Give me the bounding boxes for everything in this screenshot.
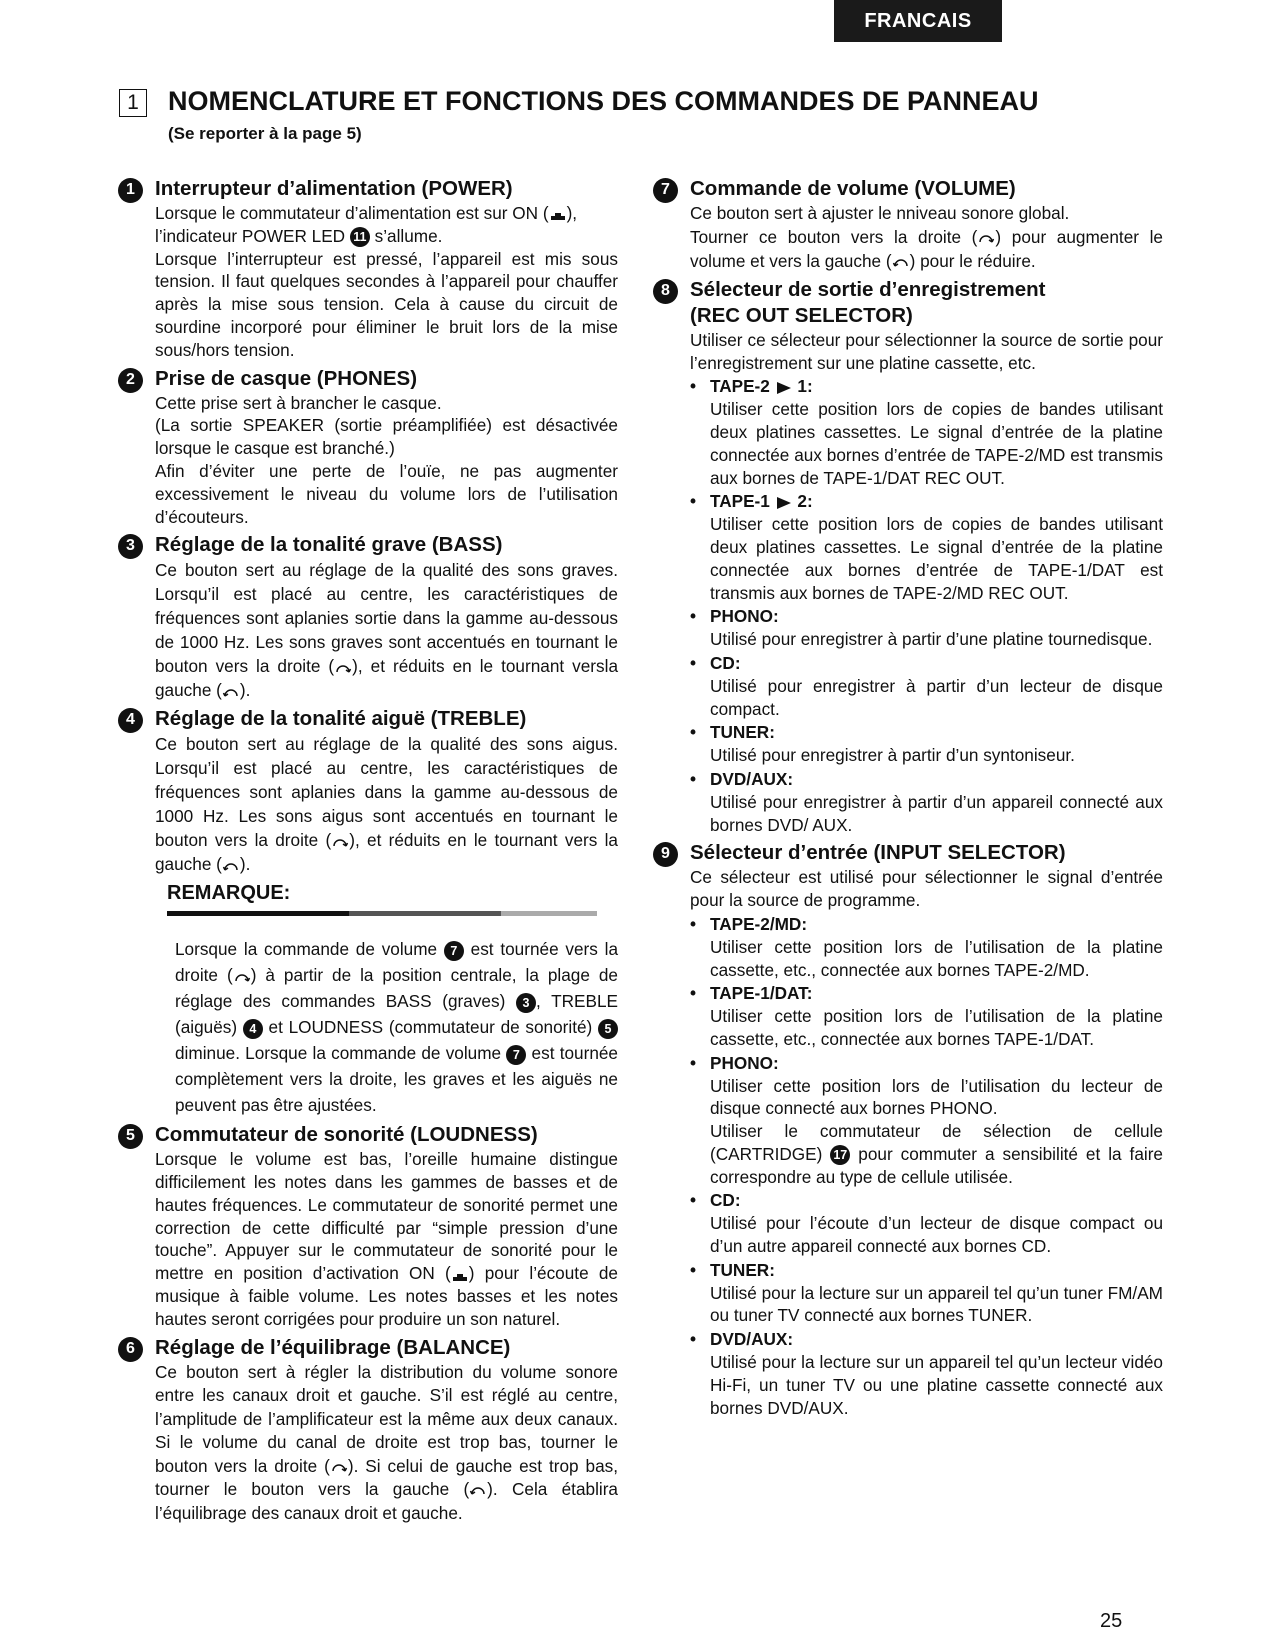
play-arrow-icon <box>775 494 793 512</box>
reference-badge: 4 <box>243 1019 263 1039</box>
item-number-badge: 8 <box>653 279 678 304</box>
reference-badge: 11 <box>350 227 370 247</box>
item-title: Interrupteur d’alimentation (POWER) <box>155 177 513 200</box>
item-loudness <box>118 1122 618 1330</box>
reference-badge: 3 <box>516 993 536 1013</box>
item-text: (La sortie SPEAKER (sortie préamplifiée) est désactivée lorsque le casque est branché.) <box>155 415 618 459</box>
push-on-icon <box>549 205 567 223</box>
list-item: • TUNER: Utilisé pour enregistrer à partir d’un syntoniseur. <box>690 722 1075 766</box>
item-text: Ce sélecteur est utilisé pour sélectionner le signal d’entrée pour la source de programme. <box>690 867 1163 911</box>
item-phones <box>118 366 618 529</box>
rotate-clockwise-icon <box>233 968 251 986</box>
item-volume <box>653 176 1163 273</box>
item-number-badge: 6 <box>118 1337 143 1362</box>
item-title: Réglage de la tonalité grave (BASS) <box>155 533 503 557</box>
list-item: • PHONO: Utilisé pour enregistrer à partir d’une platine tournedisque. <box>690 606 1153 650</box>
remark-box <box>155 882 618 1118</box>
item-title: Réglage de l’équilibrage (BALANCE) <box>155 1335 511 1359</box>
rotate-clockwise-icon <box>977 229 995 247</box>
rotate-counterclockwise-icon <box>892 253 910 271</box>
play-arrow-icon <box>775 379 793 397</box>
section-title: NOMENCLATURE ET FONCTIONS DES COMMANDES DE PANNEAU <box>168 86 1039 116</box>
item-balance <box>118 1335 618 1526</box>
reference-badge: 17 <box>830 1145 850 1165</box>
item-text: Utiliser ce sélecteur pour sélectionner la source de sortie pour l’enregistrement sur une platine cassette, etc. <box>690 329 1163 373</box>
right-column <box>653 176 1163 1423</box>
reference-badge: 7 <box>444 941 464 961</box>
item-text: Ce bouton sert au réglage de la qualité des sons graves. Lorsqu’il est placé au centre, les caractéristiques de fréquences sont aplanies sortie dans la gamme au-dessous de 1000 Hz. Les sons graves sont accentués en tournant le bouton vers la droite ( ), et réduits en le tournant versla gauche ( ). <box>155 560 618 701</box>
list-item: • DVD/AUX: Utilisé pour enregistrer à partir d’un appareil connecté aux bornes DVD/ AUX. <box>690 768 1163 835</box>
item-text: Lorsque le commutateur d’alimentation est sur ON ( ), l’indicateur POWER LED 11 s’allume. Lorsque l’interrupteur est pressé, l’appareil est mis sous tension. Il faut quelques secondes à l’appareil pour chauffer après la mise sous tension. Cela à cause du circuit de sourdine incorporé pour éliminer le bruit lors de la mise sous/hors tension. <box>155 203 618 360</box>
item-bass <box>118 532 618 702</box>
item-text: Ce bouton sert à régler la distribution du volume sonore entre les canaux droit et gauche. S’il est réglé au centre, l’amplitude de l’amplificateur est la même aux deux canaux. Si le volume du canal de droite est trop bas, tourner le bouton vers la droite ( ). Si celui de gauche est trop bas, tourner le bouton vers la gauche ( ). Cela établira l’équilibrage des canaux droit et gauche. <box>155 1361 618 1523</box>
item-text: Lorsque le volume est bas, l’oreille humaine distingue difficilement les notes dans les gammes de basses et de hautes fréquences. Le commutateur de sonorité permet une correction de cette difficulté par “simple pression d’une touche”. Appuyer sur le commutateur de sonorité pour le mettre en position d’activation ON ( ) pour l’écoute de musique à faible volume. Les notes basses et les notes hautes seront corrigées pour produire un son naturel. <box>155 1149 618 1329</box>
item-number-badge: 1 <box>118 178 143 203</box>
item-number-badge: 4 <box>118 708 143 733</box>
item-number-badge: 9 <box>653 842 678 867</box>
item-title: Commande de volume (VOLUME) <box>690 177 1016 200</box>
item-number-badge: 2 <box>118 368 143 393</box>
rotate-clockwise-icon <box>330 1458 348 1476</box>
reference-badge: 5 <box>598 1019 618 1039</box>
rotate-counterclockwise-icon <box>222 857 240 875</box>
section-subtitle: (Se reporter à la page 5) <box>168 124 362 143</box>
item-title: Prise de casque (PHONES) <box>155 366 418 390</box>
list-item: • TAPE-2 1: Utiliser cette position lors de copies de bandes utilisant deux platines cassettes. Le signal d’entrée de la platine connectée aux bornes d’entrée de TAPE-2/MD est transmis aux bornes de TAPE-1/DAT REC OUT. <box>690 376 1163 488</box>
item-text: Cette prise sert à brancher le casque. <box>155 392 442 413</box>
item-number-badge: 5 <box>118 1124 143 1149</box>
rotate-clockwise-icon <box>331 833 349 851</box>
item-title: Commutateur de sonorité (LOUDNESS) <box>155 1123 538 1147</box>
list-item: • TAPE-2/MD: Utiliser cette position lors de l’utilisation de la platine cassette, etc., connectée aux bornes TAPE-2/MD. <box>690 913 1163 980</box>
item-treble <box>118 706 618 1118</box>
list-item: • TAPE-1/DAT: Utiliser cette position lors de l’utilisation de la platine cassette, etc., connectée aux bornes TAPE-1/DAT. <box>690 983 1163 1049</box>
remark-divider <box>167 911 597 916</box>
item-title: (REC OUT SELECTOR) <box>690 303 913 327</box>
list-item: • CD: Utilisé pour enregistrer à partir d’un lecteur de disque compact. <box>690 652 1163 719</box>
page-number: 25 <box>1100 1610 1123 1632</box>
item-number-badge: 7 <box>653 178 678 203</box>
item-title: Sélecteur d’entrée (INPUT SELECTOR) <box>690 841 1066 865</box>
item-input-selector <box>653 840 1163 1419</box>
item-text: Tourner ce bouton vers la droite ( ) pour augmenter le volume et vers la gauche ( ) pour le réduire. <box>690 226 1163 271</box>
list-item: • TAPE-1 2: Utiliser cette position lors de copies de bandes utilisant deux platines cassettes. Le signal d’entrée de la platine connectée aux bornes d’entrée de TAPE-1/DAT est transmis aux bornes de TAPE-2/MD REC OUT. <box>690 491 1163 603</box>
left-column <box>118 176 618 1529</box>
item-text: Ce bouton sert au réglage de la qualité des sons aigus. Lorsqu’il est placé au centre, les caractéristiques de fréquences sont aplanies dans la gamme au-dessous de 1000 Hz. Les sons aigus sont accentués en tournant le bouton vers la droite ( ), et réduits en le tournant vers la gauche ( ). <box>155 734 618 875</box>
reference-badge: 7 <box>506 1045 526 1065</box>
remark-text: Lorsque la commande de volume 7 est tournée vers la droite ( ) à partir de la position centrale, la plage de réglage des commandes BASS (graves) 3 , TREBLE (aiguës) 4 et LOUDNESS (commutateur de sonorité) 5 diminue. Lorsque la commande de volume 7 est tournée complètement vers la droite, les graves et les aiguës ne peuvent pas être ajustées. <box>175 939 619 1116</box>
list-item: • CD: Utilisé pour l’écoute d’un lecteur de disque compact ou d’un autre appareil connecté aux bornes CD. <box>690 1190 1163 1257</box>
list-item: • TUNER: Utilisé pour la lecture sur un appareil tel qu’un tuner FM/AM ou tuner TV connecté aux bornes TUNER. <box>690 1259 1163 1326</box>
push-on-icon <box>451 1266 469 1284</box>
rotate-clockwise-icon <box>334 659 352 677</box>
item-number-badge: 3 <box>118 534 143 559</box>
list-item: • DVD/AUX: Utilisé pour la lecture sur un appareil tel qu’un lecteur vidéo Hi-Fi, un tuner TV ou une platine cassette connecté aux bornes DVD/AUX. <box>690 1329 1163 1418</box>
rotate-counterclockwise-icon <box>469 1481 487 1499</box>
item-rec-out-selector <box>653 277 1163 837</box>
item-text: Ce bouton sert à ajuster le nniveau sonore global. <box>690 203 1070 223</box>
rotate-counterclockwise-icon <box>222 683 240 701</box>
section-number-box: 1 <box>119 89 147 117</box>
item-title: Réglage de la tonalité aiguë (TREBLE) <box>155 707 527 731</box>
list-item: • PHONO: Utiliser cette position lors de l’utilisation du lecteur de disque connecté aux bornes PHONO. Utiliser le commutateur de sélection de cellule (CARTRIDGE) 17 pour commuter a sensibilité et la faire correspondre au type de cellule utilisée. <box>690 1052 1163 1187</box>
language-tab: FRANCAIS <box>834 0 1002 42</box>
item-text: Afin d’éviter une perte de l’ouïe, ne pas augmenter excessivement le niveau du volume lors de l’utilisation d’écouteurs. <box>155 460 618 527</box>
item-title: Sélecteur de sortie d’enregistrement <box>690 277 1046 301</box>
remark-title: REMARQUE: <box>167 882 291 905</box>
item-power <box>118 176 618 362</box>
